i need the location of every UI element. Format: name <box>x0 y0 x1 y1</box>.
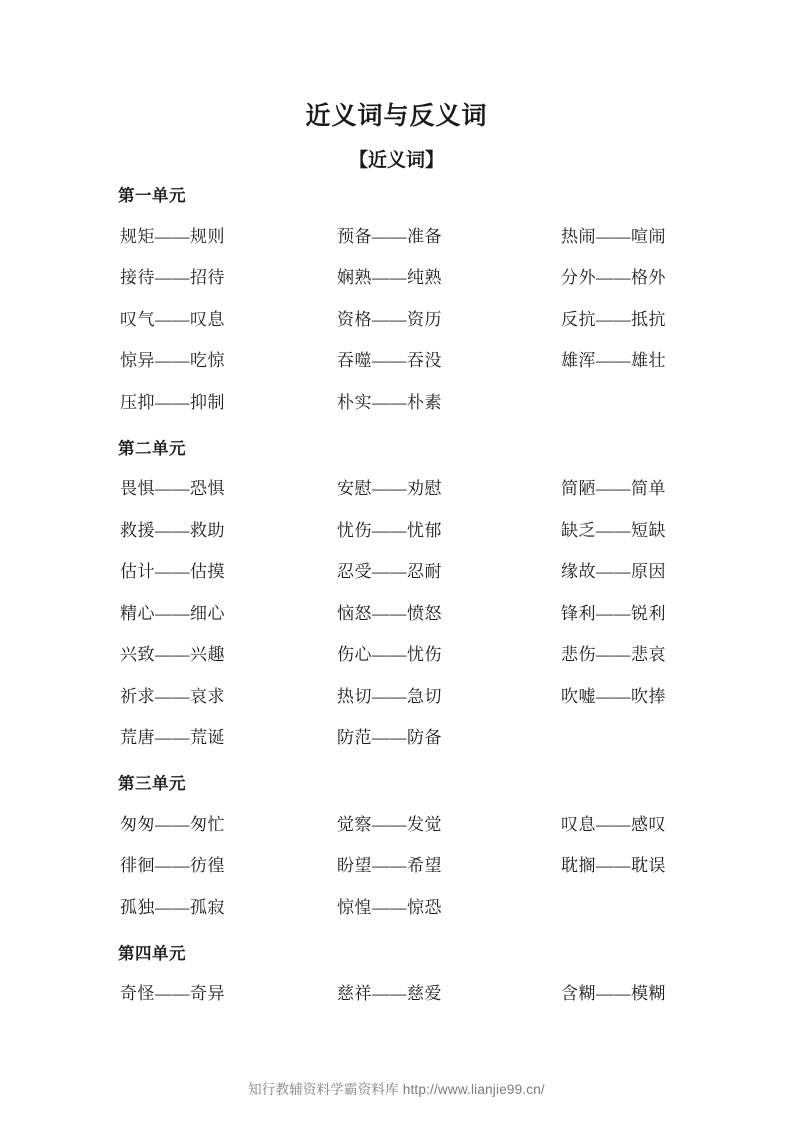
word-pair: 救援——救助 <box>120 520 225 540</box>
unit-heading: 第四单元 <box>118 944 186 963</box>
word-pair-grid <box>118 974 697 1016</box>
word-pair: 缘故——原因 <box>561 562 666 582</box>
word-pair: 惊异——吃惊 <box>120 351 225 371</box>
word-pair: 耽搁——耽误 <box>561 856 666 876</box>
word-pair-grid <box>118 216 697 424</box>
word-pair: 忧伤——忧郁 <box>337 520 442 540</box>
word-pair-row <box>118 469 697 511</box>
word-pair: 反抗——抵抗 <box>561 309 666 329</box>
word-pair-row <box>118 804 697 846</box>
word-pair: 防范——防备 <box>337 728 442 748</box>
content-body <box>118 184 697 1015</box>
word-pair: 徘徊——彷徨 <box>120 856 225 876</box>
word-pair: 接待——招待 <box>120 268 225 288</box>
unit-heading: 第三单元 <box>118 775 186 793</box>
word-pair: 匆匆——匆忙 <box>120 814 225 834</box>
word-pair-row <box>118 974 697 1016</box>
footer-watermark: 知行教辅资料学霸资料库 http://www.lianjie99.cn/ <box>248 1082 545 1097</box>
word-pair-row <box>118 552 697 594</box>
word-pair-row <box>118 510 697 552</box>
word-pair: 分外——格外 <box>561 268 666 288</box>
unit-heading: 第一单元 <box>118 187 186 205</box>
word-pair-row <box>118 216 697 258</box>
unit-section <box>118 942 697 1016</box>
unit-section <box>118 184 697 424</box>
word-pair: 热闹——喧闹 <box>561 226 666 246</box>
word-pair: 精心——细心 <box>120 603 225 623</box>
unit-section <box>118 772 697 929</box>
word-pair: 预备——准备 <box>337 226 442 246</box>
word-pair: 叹息——感叹 <box>561 814 666 834</box>
word-pair-row <box>118 887 697 929</box>
word-pair: 含糊——模糊 <box>561 984 666 1004</box>
word-pair: 盼望——希望 <box>337 856 442 876</box>
word-pair: 慈祥——慈爱 <box>337 984 442 1004</box>
unit-section <box>118 437 697 760</box>
word-pair: 吞噬——吞没 <box>337 351 442 371</box>
word-pair-row <box>118 299 697 341</box>
word-pair-row <box>118 593 697 635</box>
word-pair: 压抑——抑制 <box>120 392 225 412</box>
word-pair: 热切——急切 <box>337 686 442 706</box>
page-subtitle: 【近义词】 <box>348 150 444 171</box>
word-pair: 伤心——忧伤 <box>337 645 442 665</box>
word-pair: 锋利——锐利 <box>561 603 666 623</box>
word-pair: 估计——估摸 <box>120 562 225 582</box>
word-pair: 吹嘘——吹捧 <box>561 686 666 706</box>
word-pair: 资格——资历 <box>337 309 442 329</box>
word-pair: 兴致——兴趣 <box>120 645 225 665</box>
word-pair: 悲伤——悲哀 <box>561 645 666 665</box>
word-pair: 奇怪——奇异 <box>120 984 225 1004</box>
word-pair: 叹气——叹息 <box>120 309 225 329</box>
unit-heading: 第二单元 <box>118 439 186 458</box>
word-pair-row <box>118 382 697 424</box>
word-pair: 孤独——孤寂 <box>120 897 225 917</box>
word-pair-row <box>118 258 697 300</box>
word-pair: 觉察——发觉 <box>337 814 442 834</box>
word-pair: 忍受——忍耐 <box>337 562 442 582</box>
word-pair: 缺乏——短缺 <box>561 520 666 540</box>
word-pair: 荒唐——荒诞 <box>120 728 225 748</box>
word-pair: 娴熟——纯熟 <box>337 268 442 288</box>
word-pair: 畏惧——恐惧 <box>120 479 225 499</box>
word-pair-row <box>118 718 697 760</box>
word-pair: 惊惶——惊恐 <box>337 897 442 917</box>
word-pair-grid <box>118 804 697 929</box>
word-pair: 祈求——哀求 <box>120 686 225 706</box>
word-pair-row <box>118 635 697 677</box>
page-title: 近义词与反义词 <box>305 102 488 130</box>
word-pair: 安慰——劝慰 <box>337 479 442 499</box>
word-pair-row <box>118 341 697 383</box>
word-pair-row <box>118 676 697 718</box>
word-pair: 朴实——朴素 <box>337 392 442 412</box>
word-pair: 简陋——简单 <box>561 479 666 499</box>
word-pair: 恼怒——愤怒 <box>337 603 442 623</box>
word-pair: 规矩——规则 <box>120 226 225 246</box>
word-pair-grid <box>118 469 697 760</box>
word-pair-row <box>118 846 697 888</box>
word-pair: 雄浑——雄壮 <box>561 351 666 371</box>
